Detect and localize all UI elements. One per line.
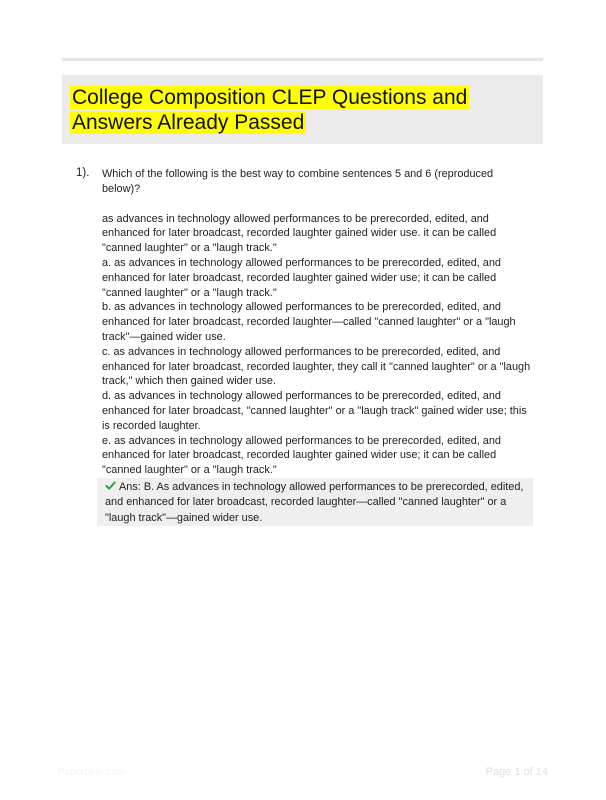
check-icon (105, 480, 116, 491)
page-indicator: Page 1 of 14 (485, 766, 548, 778)
question-body (102, 167, 534, 478)
footer-site: Paperblue.com (58, 767, 126, 778)
top-divider (62, 58, 543, 61)
choice-a: a. as advances in technology allowed performances to be prerecorded, edited, and enhanced for later broadcast, recorded laughter gained wider use; it can be called "canned laughter" or a "laugh track." (102, 256, 501, 299)
choice-d: d. as advances in technology allowed performances to be prerecorded, edited, and enhanced for later broadcast, "canned laughter" or a "laugh track" gained wider use; this is recorded laughter. (102, 390, 527, 432)
question-prompt: Which of the following is the best way to combine sentences 5 and 6 (reproduced below)? (102, 168, 494, 195)
choice-c: c. as advances in technology allowed performances to be prerecorded, edited, and enhanced for later broadcast, recorded laughter, they call it "canned laughter" or a "laugh track," which then gained wider use. (102, 345, 531, 388)
title-highlight: College Composition CLEP Questions and Answers Already Passed (72, 86, 468, 134)
document-title (70, 85, 510, 135)
answer-box (97, 478, 533, 526)
answer-text: Ans: B. As advances in technology allowed performances to be prerecorded, edited, and enhanced for later broadcast, recorded laughter—called "canned laughter" or a "laugh track"—gained wider use. (105, 481, 524, 524)
title-banner (62, 75, 543, 144)
question-passage: as advances in technology allowed performances to be prerecorded, edited, and enhanced for later broadcast, recorded laughter gained wider use. it can be called "canned laughter" or a "laugh track." (102, 212, 497, 255)
choice-b: b. as advances in technology allowed performances to be prerecorded, edited, and enhanced for later broadcast, recorded laughter—called "canned laughter" or a "laugh track"—gained wider use. (102, 301, 516, 343)
question-number: 1). (76, 167, 90, 179)
choice-e: e. as advances in technology allowed performances to be prerecorded, edited, and enhanced for later broadcast, recorded laughter gained wider use; it can be called "canned laughter" or a "laugh track." (102, 434, 501, 477)
